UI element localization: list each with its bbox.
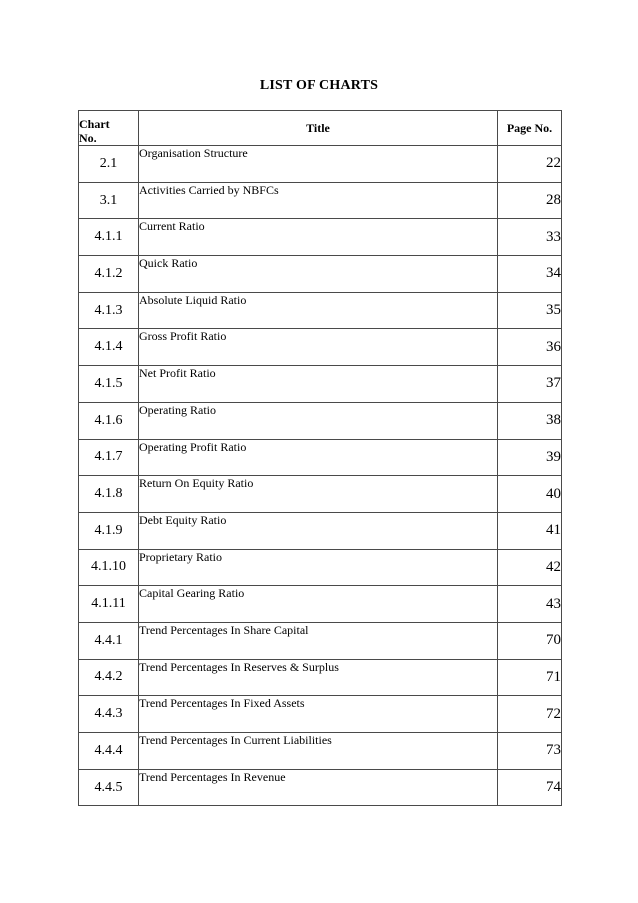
chart-title: Trend Percentages In Fixed Assets xyxy=(139,696,498,733)
page-number: 28 xyxy=(498,182,562,219)
chart-number: 4.4.3 xyxy=(79,696,139,733)
page-number: 71 xyxy=(498,659,562,696)
table-row xyxy=(79,182,562,219)
page-number: 74 xyxy=(498,769,562,806)
header-page-no: Page No. xyxy=(498,111,562,146)
page-title: LIST OF CHARTS xyxy=(259,78,379,93)
header-title: Title xyxy=(139,111,498,146)
chart-number: 3.1 xyxy=(79,182,139,219)
chart-title: Gross Profit Ratio xyxy=(139,329,498,366)
table-row xyxy=(79,586,562,623)
table-row xyxy=(79,476,562,513)
table-row xyxy=(79,366,562,403)
chart-title: Operating Profit Ratio xyxy=(139,439,498,476)
table-body xyxy=(79,146,562,806)
table-row xyxy=(79,549,562,586)
page-number: 34 xyxy=(498,256,562,293)
chart-title: Activities Carried by NBFCs xyxy=(139,182,498,219)
table-row xyxy=(79,622,562,659)
page-number: 70 xyxy=(498,622,562,659)
chart-title: Trend Percentages In Revenue xyxy=(139,769,498,806)
page-number: 22 xyxy=(498,146,562,183)
table-row xyxy=(79,292,562,329)
chart-number: 4.1.11 xyxy=(79,586,139,623)
chart-number: 4.4.5 xyxy=(79,769,139,806)
page-number: 43 xyxy=(498,586,562,623)
chart-number: 4.1.1 xyxy=(79,219,139,256)
page-number: 73 xyxy=(498,733,562,770)
table-row xyxy=(79,146,562,183)
chart-title: Quick Ratio xyxy=(139,256,498,293)
table-row xyxy=(79,329,562,366)
table-header-row xyxy=(79,111,562,146)
chart-number: 2.1 xyxy=(79,146,139,183)
table-row xyxy=(79,512,562,549)
page-number: 33 xyxy=(498,219,562,256)
page-number: 36 xyxy=(498,329,562,366)
table-row xyxy=(79,439,562,476)
chart-title: Operating Ratio xyxy=(139,402,498,439)
table-row xyxy=(79,733,562,770)
chart-title: Trend Percentages In Share Capital xyxy=(139,622,498,659)
table-row xyxy=(79,696,562,733)
chart-title: Debt Equity Ratio xyxy=(139,512,498,549)
chart-title: Proprietary Ratio xyxy=(139,549,498,586)
table-row xyxy=(79,659,562,696)
chart-title: Current Ratio xyxy=(139,219,498,256)
chart-number: 4.1.8 xyxy=(79,476,139,513)
page-number: 72 xyxy=(498,696,562,733)
chart-number: 4.1.6 xyxy=(79,402,139,439)
page-number: 37 xyxy=(498,366,562,403)
page-number: 41 xyxy=(498,512,562,549)
table-row xyxy=(79,402,562,439)
page-number: 42 xyxy=(498,549,562,586)
chart-number: 4.4.1 xyxy=(79,622,139,659)
chart-title: Capital Gearing Ratio xyxy=(139,586,498,623)
page-number: 40 xyxy=(498,476,562,513)
table-row xyxy=(79,256,562,293)
chart-title: Organisation Structure xyxy=(139,146,498,183)
charts-table xyxy=(78,110,562,806)
chart-number: 4.1.3 xyxy=(79,292,139,329)
chart-title: Absolute Liquid Ratio xyxy=(139,292,498,329)
chart-number: 4.4.2 xyxy=(79,659,139,696)
header-chart-no: Chart No. xyxy=(79,111,139,146)
chart-number: 4.1.2 xyxy=(79,256,139,293)
chart-number: 4.1.7 xyxy=(79,439,139,476)
chart-title: Net Profit Ratio xyxy=(139,366,498,403)
chart-number: 4.1.10 xyxy=(79,549,139,586)
table-row xyxy=(79,769,562,806)
table-row xyxy=(79,219,562,256)
page-number: 39 xyxy=(498,439,562,476)
chart-number: 4.1.4 xyxy=(79,329,139,366)
chart-title: Trend Percentages In Reserves & Surplus xyxy=(139,659,498,696)
chart-number: 4.4.4 xyxy=(79,733,139,770)
chart-title: Return On Equity Ratio xyxy=(139,476,498,513)
page-number: 38 xyxy=(498,402,562,439)
chart-number: 4.1.9 xyxy=(79,512,139,549)
chart-number: 4.1.5 xyxy=(79,366,139,403)
chart-title: Trend Percentages In Current Liabilities xyxy=(139,733,498,770)
page-number: 35 xyxy=(498,292,562,329)
